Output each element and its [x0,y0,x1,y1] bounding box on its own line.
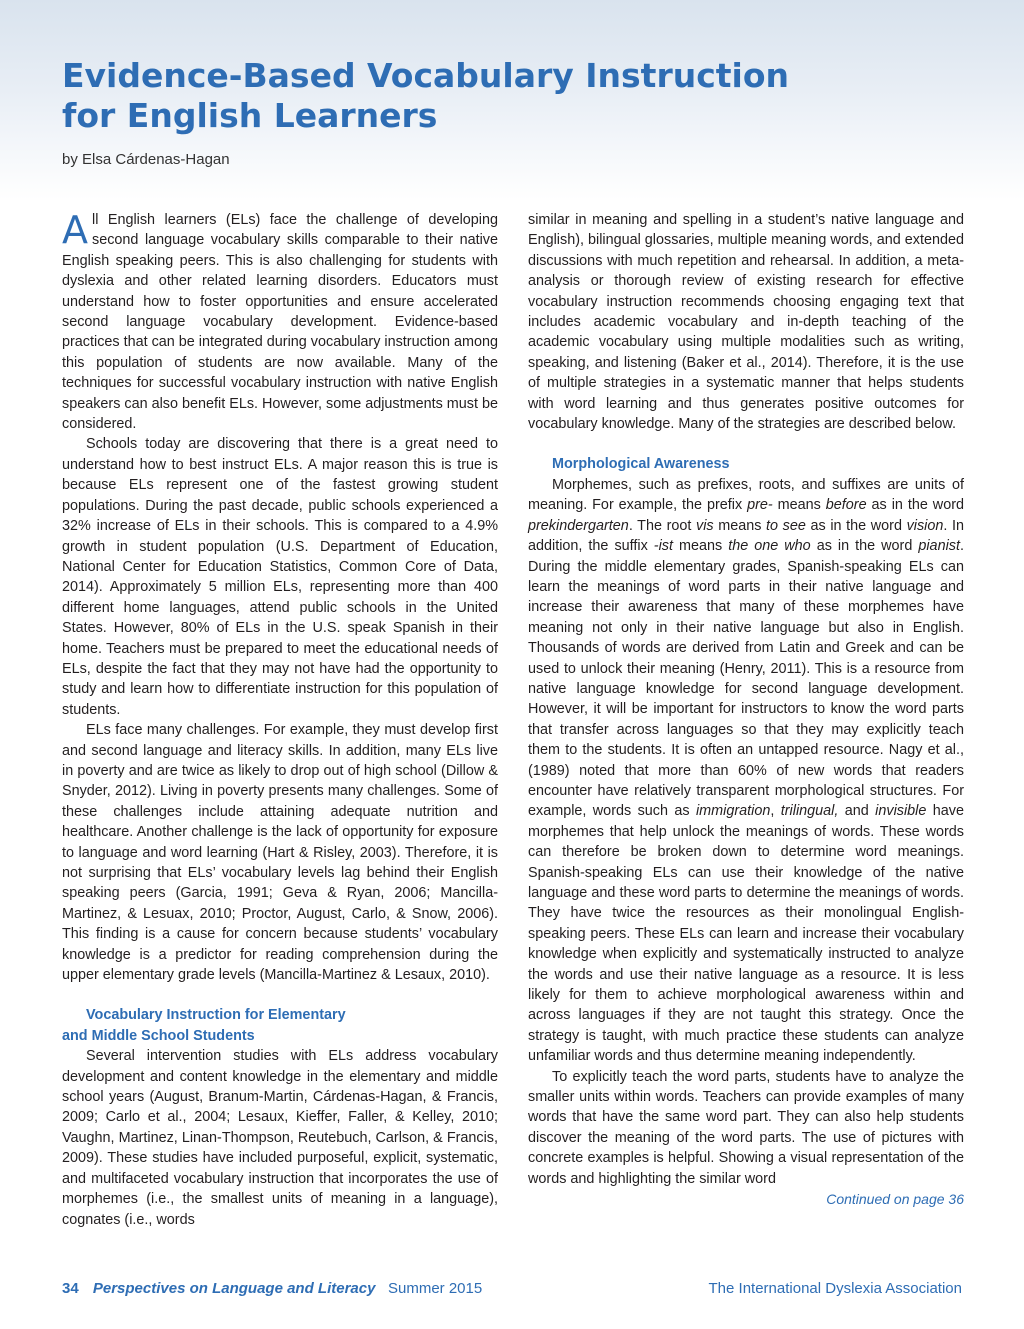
text-run: means [713,517,767,534]
italic-term: invisible [875,803,927,820]
italic-term: to see [766,517,806,534]
text-run: . In addition, the suffix [528,517,964,555]
italic-term: prekindergarten [528,517,629,534]
text-run: means [672,538,729,555]
title-line-2: for English Learners [62,96,438,135]
page-number: 34 [62,1280,79,1297]
section-heading [62,1005,498,1046]
paragraph: Schools today are discovering that there is a great need to understand how to best instruct ELs. A major reason this is true is because ELs represent one of the fastest growing student populations. During the past decade, public schools experienced a 32% increase of ELs in their schools. This is compared to a 4.9% growth in student population (U.S. Department of Education, National Center for Education Statistics, Common Core of Data, 2014). Approximately 5 million ELs, representing more than 400 different home languages, attend public schools in the United States. However, 80% of ELs in the U.S. speak Spanish in their home. Teachers must be prepared to meet the educational needs of ELs, despite the fact that they may not have had the opportunity to study and learn how to differentiate instruction for this population of students. [62,436,498,718]
section-heading-line-2: and Middle School Students [62,1027,255,1044]
paragraph: To explicitly teach the word parts, students have to analyze the smaller units within words. Teachers can provide examples of many words that have the same word part. They can also help students discover the meaning of the word parts. The use of pictures with concrete examples is helpful. Showing a visual representation of the words and highlighting the similar word [528,1068,964,1187]
text-run: . The root [628,517,697,534]
byline: by Elsa Cárdenas-Hagan [62,151,230,168]
left-column [62,210,498,1230]
section-heading-line-1: Vocabulary Instruction for Elementary [86,1007,346,1024]
text-run: means [772,497,826,514]
paragraph: ELs face many challenges. For example, they must develop first and second language and literacy skills. In addition, many ELs live in poverty and are twice as likely to drop out of high school (Dillow & Snyder, 2012). Living in poverty presents many challenges. Some of these challenges include attaining adequate nutrition and healthcare. Another challenge is the lack of opportunity for exposure to language and word learning (Hart & Risley, 2003). Therefore, it is not surprising that ELs’ vocabulary levels lag behind their English speaking peers (Garcia, 1991; Geva & Ryan, 2006; Mancilla-Martinez, & Lesuax, 2010; Proctor, August, Carlo, & Snow, 2006). This finding is a cause for concern because students’ vocabulary knowledge is a predictor for reading comprehension during the upper elementary grade levels (Mancilla-Martinez & Lesaux, 2010). [62,722,498,984]
continued-link[interactable]: Continued on page 36 [826,1191,964,1208]
paragraph-morphemes [528,475,964,1067]
text-run: , [770,803,781,820]
italic-term: pianist [918,538,960,555]
italic-term: -ist [653,538,673,555]
spacer [528,434,964,454]
italic-term: pre- [747,497,773,514]
journal-title: Perspectives on Language and Literacy [92,1280,376,1297]
italic-term: vis [696,517,714,534]
text-run: have morphemes that help unlock the meanings of words. These words can therefore be broken down to determine word meanings. Spanish-speaking ELs can use their knowledge of the native language and these word parts to determine the meanings of words. They have twice the resources as their monolingual English-speaking peers. These ELs can learn and increase their vocabulary knowledge when explicitly and systematically instructed to analyze the words and use their native language as a resource. It is less likely for them to achieve morphological awareness within and across languages if they are not taught this strategy. Once the strategy is taught, with much practice these students can analyze unfamiliar words and thus determine meaning independently. [528,803,964,1065]
title-line-1: Evidence-Based Vocabulary Instruction [62,56,790,95]
paragraph-intro [62,210,498,434]
issue-season: Summer 2015 [379,1280,483,1297]
italic-term: the one who [728,538,811,555]
italic-term: before [825,497,867,514]
drop-cap: A [62,208,88,252]
italic-term: immigration [695,803,771,820]
paragraph-intro-text: ll English learners (ELs) face the challenge of developing second language vocabulary skills comparable to their native English speaking peers. This is also challenging for students with dyslexia and other related learning disorders. Educators must understand how to foster opportunities and ensure accelerated second language vocabulary development. Evidence-based practices that can be integrated during vocabulary instruction among this population of students are now available. Many of the techniques for successful vocabulary instruction with native English speakers can also benefit ELs. However, some adjustments must be considered. [62,212,498,433]
paragraph: Several intervention studies with ELs address vocabulary development and content knowledge in the elementary and middle school years (August, Branum-Martin, Cárdenas-Hagan, & Francis, 2009; Carlo et al., 2004; Lesaux, Kieffer, Faller, & Kelley, 2010; Vaughn, Martinez, Linan-Thompson, Reutebuch, Carlson, & Francis, 2009). These studies have included purposeful, explicit, systematic, and multifaceted vocabulary instruction that incorporates the use of morphemes (i.e., the smallest units of meaning in a language), cognates (i.e., words [62,1048,498,1228]
right-column [528,210,964,1209]
section-heading: Morphological Awareness [552,456,730,473]
italic-term: trilingual, [780,803,839,820]
paragraph: similar in meaning and spelling in a student’s native language and English), bilingual glossaries, multiple meaning words, and extended discussions with much repetition and rehearsal. In addition, a meta-analysis or thorough review of existing research for effective vocabulary instruction recommends choosing engaging text that includes academic vocabulary and in-depth teaching of the academic vocabulary using multiple modalities such as writing, speaking, and listening (Baker et al., 2014). Therefore, it is the use of multiple strategies in a systematic manner that helps students with word learning and thus generates positive outcomes for vocabulary knowledge. Many of the strategies are described below. [528,212,964,433]
text-run: as in the word [810,538,919,555]
italic-term: vision [906,517,944,534]
spacer [62,985,498,1005]
page-footer [62,1280,962,1297]
text-run: . During the middle elementary grades, Spanish-speaking ELs can learn the meanings of word parts in their native language and increase their awareness that many of these morphemes have meaning not only in their native language but also in English. Thousands of words are derived from Latin and Greek and can be used to unlock their meaning (Henry, 2011). This is a resource from native language knowledge for second language development. However, it will be important for instructors to know the word parts that transfer across languages so that they may explicitly teach them to the students. It is often an untapped resource. Nagy et al., (1989) noted that more than 60% of new words that readers encounter have relatively transparent morphological structures. For example, words such as [528,538,964,820]
organization-name: The International Dyslexia Association [708,1280,962,1297]
text-run: as in the word [805,517,907,534]
article-title [62,56,962,136]
text-run: as in the word [866,497,964,514]
text-run: Morphemes, such as prefixes, roots, and suffixes are units of meaning. For example, the prefix [528,476,964,514]
text-run: and [838,803,876,820]
